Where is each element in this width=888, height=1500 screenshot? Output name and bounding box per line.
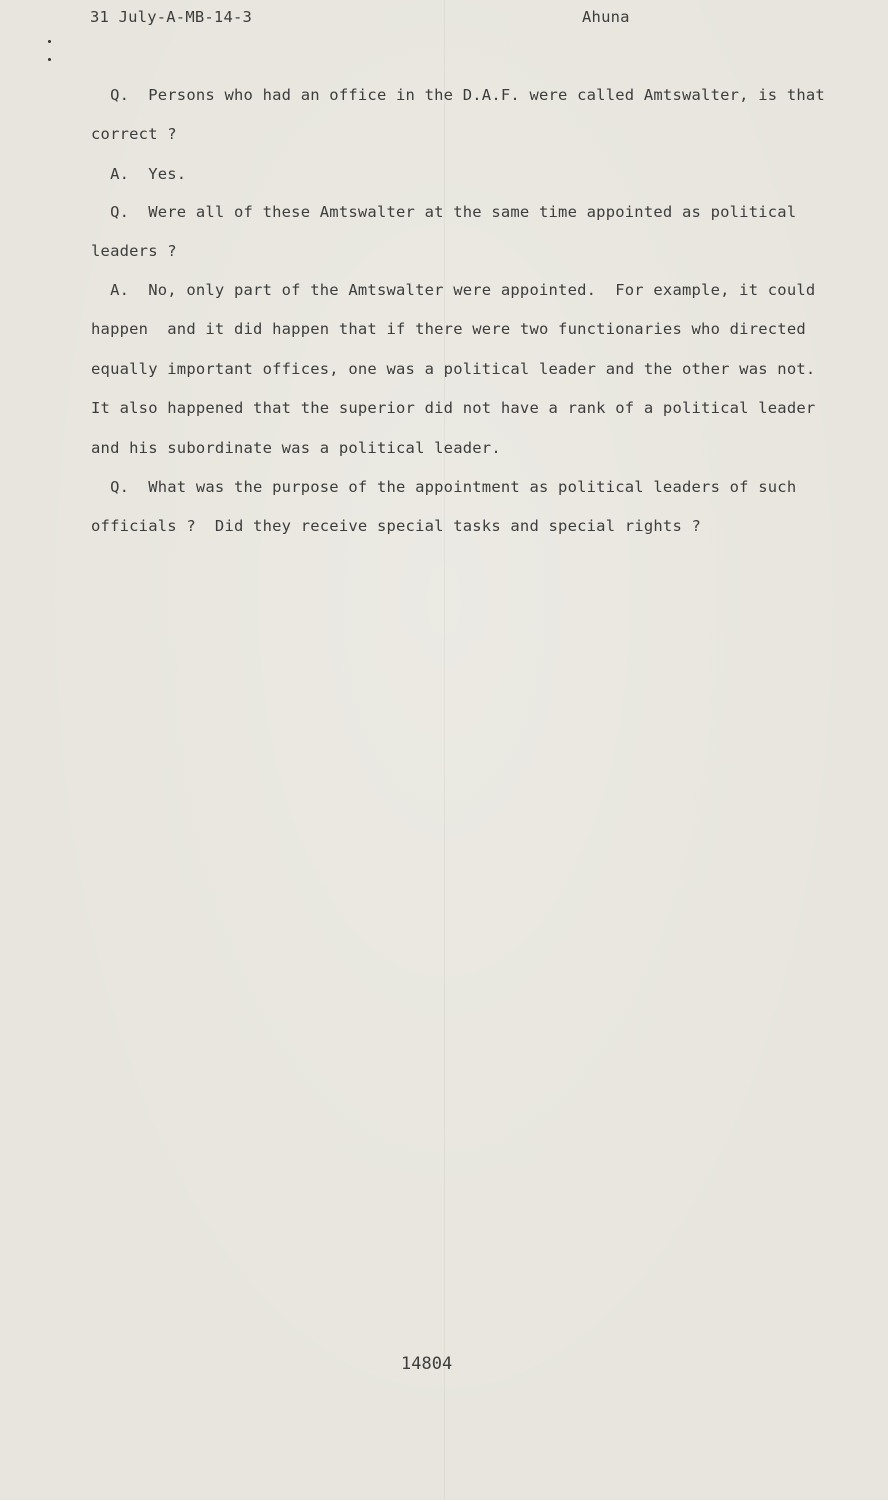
- transcript-line: Q. What was the purpose of the appointment as political leaders of such: [91, 478, 797, 496]
- transcript-line: leaders ?: [91, 242, 177, 260]
- transcript-line: and his subordinate was a political leader.: [91, 439, 501, 457]
- transcript-line: It also happened that the superior did not have a rank of a political leader: [91, 399, 816, 417]
- transcript-line: Q. Were all of these Amtswalter at the same time appointed as political: [91, 203, 797, 221]
- paper-fold: [444, 0, 445, 1500]
- document-reference: 31 July-A-MB-14-3: [90, 8, 253, 26]
- margin-mark: [48, 40, 51, 43]
- transcript-line: happen and it did happen that if there were two functionaries who directed: [91, 320, 806, 338]
- page-number: 14804: [401, 1354, 453, 1374]
- transcript-line: officials ? Did they receive special tasks and special rights ?: [91, 517, 702, 535]
- transcript-line: equally important offices, one was a political leader and the other was not.: [91, 360, 816, 378]
- margin-mark: [48, 58, 51, 61]
- witness-name: Ahuna: [582, 8, 630, 26]
- transcript-line: correct ?: [91, 125, 177, 143]
- transcript-line: A. No, only part of the Amtswalter were appointed. For example, it could: [91, 281, 816, 299]
- transcript-line: Q. Persons who had an office in the D.A.F. were called Amtswalter, is that: [91, 86, 825, 104]
- transcript-line: A. Yes.: [91, 165, 187, 183]
